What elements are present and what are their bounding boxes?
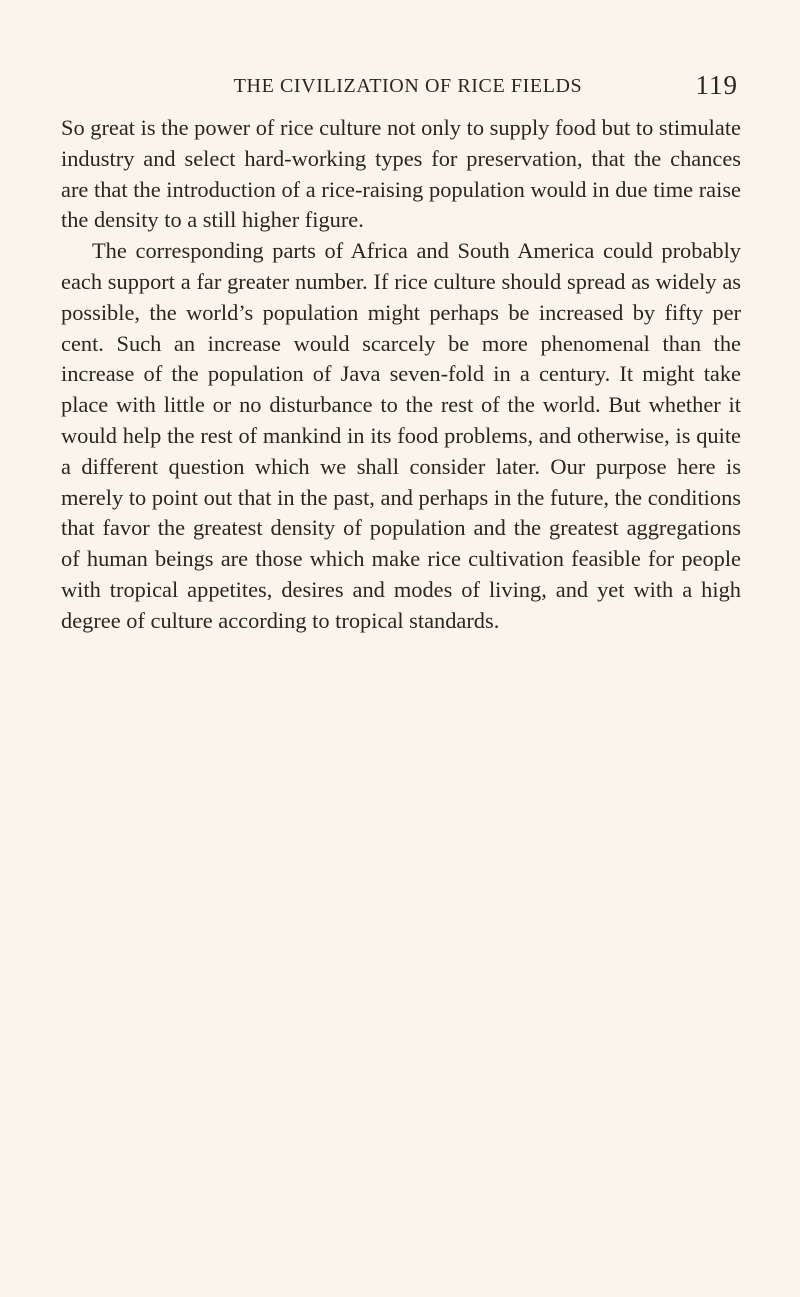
- body-text: [61, 113, 741, 637]
- running-head: [64, 72, 740, 108]
- paragraph-2: The corresponding parts of Africa and South America could probably each support a far greater number. If rice culture should spread as widely as possible, the world’s population might perhaps be increased by fifty per cent. Such an increase would scarcely be more phenomenal than the increase of the population of Java seven-fold in a century. It might take place with little or no disturbance to the rest of the world. But whether it would help the rest of mankind in its food problems, and otherwise, is quite a different question which we shall consider later. Our purpose here is merely to point out that in the past, and perhaps in the future, the conditions that favor the greatest density of population and the greatest aggregations of human beings are those which make rice cultivation feasible for people with tropical appetites, desires and modes of living, and yet with a high degree of culture according to tropical standards.: [61, 238, 741, 633]
- paragraph-1: So great is the power of rice culture not only to supply food but to stimulate industry and select hard-working types for preservation, that the chances are that the introduction of a rice-raising population would in due time raise the density to a still higher figure.: [61, 115, 741, 233]
- page-number: 119: [695, 70, 738, 100]
- running-title: THE CIVILIZATION OF RICE FIELDS: [233, 75, 583, 97]
